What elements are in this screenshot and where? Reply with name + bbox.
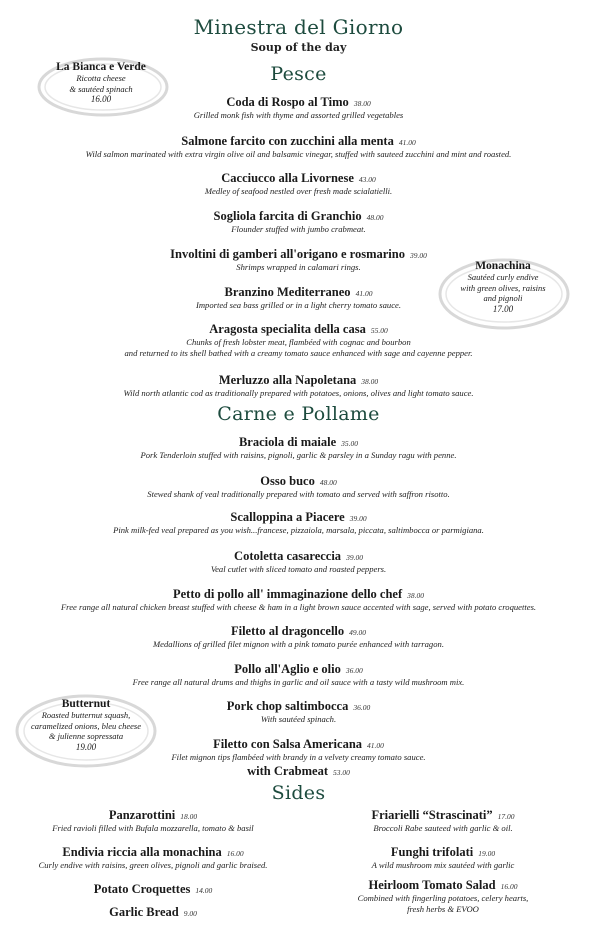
menu-item [0,431,597,461]
dish-price: 41.00 [398,138,416,147]
special-monachina-line2: with green olives, raisins [460,282,546,293]
dish-price: 14.00 [195,886,213,895]
dish-description: Shrimps wrapped in calamari rings. [236,262,361,272]
dish-description: Veal cutlet with sliced tomato and roasted peppers. [210,564,387,574]
dish-price: 48.00 [366,213,384,222]
dish-description: Imported sea bass grilled or in a light cherry tomato sauce. [195,300,402,310]
dish-description: Free range all natural drums and thighs in garlic and oil sauce with a tasty wild mushroom mix. [132,677,465,687]
menu-item [0,167,597,197]
menu-item [0,470,597,500]
dish-name: Petto di pollo all' immaginazione dello chef [172,587,403,601]
menu-item [8,841,298,871]
special-butternut-line3: & julienne sopressata [48,731,124,741]
dish-name: Funghi trifolati [390,845,474,859]
dish-price: 38.00 [353,99,371,108]
dish-name: Friarielli “Strascinati” [371,808,493,822]
special-monachina-price: 17.00 [492,303,514,314]
dish-description: Medley of seafood nestled over fresh made scialatielli. [204,186,393,196]
soup-subtitle: Soup of the day [250,41,347,54]
dish-price: 36.00 [353,703,371,712]
dish-price: 18.00 [180,812,198,821]
dish-description: Combined with fingerling potatoes, celery hearts, [357,893,529,903]
section-title-sides: Sides [271,782,326,804]
dish-price: 35.00 [341,439,359,448]
dish-name: Garlic Bread [109,905,179,919]
dish-name: Involtini di gamberi all'origano e rosmarino [170,247,405,261]
menu-item [0,318,597,359]
dish-description: Fried ravioli filled with Bufala mozzarella, tomato & basil [52,823,254,833]
crabmeat-price: 53.00 [333,768,350,777]
dish-description: Free range all natural chicken breast stuffed with cheese & ham in a light brown sauce accented with sage, served with potato croquettes. [60,602,537,612]
dish-description: Pork Tenderloin stuffed with raisins, pignoli, garlic & parsley in a Sunday ragu with penne. [140,450,457,460]
special-monachina-name: Monachina [475,260,531,272]
dish-name: Potato Croquettes [93,882,191,896]
dish-name: Braciola di maiale [238,435,337,449]
dish-name: Scalloppina a Piacere [230,510,345,524]
dish-price: 39.00 [349,514,367,523]
dish-description: A wild mushroom mix sautéed with garlic [371,860,515,870]
dish-description: With sautéed spinach. [260,714,337,724]
dish-price: 43.00 [358,175,376,184]
menu-item [0,243,597,273]
dish-name: Cacciucco alla Livornese [221,171,354,185]
menu-item [0,369,597,399]
menu-item-crabmeat [0,760,597,779]
dish-price: 17.00 [497,812,515,821]
dish-name: Panzarottini [108,808,176,822]
dish-name: Salmone farcito con zucchini alla menta [181,134,394,148]
dish-price: 41.00 [355,289,373,298]
special-monachina-line1: Sautéed curly endive [467,272,539,282]
dish-description: Stewed shank of veal traditionally prepared with tomato and served with saffron risotto. [147,489,450,499]
menu-item [0,281,597,311]
dish-description: Wild north atlantic cod as traditionally prepared with potatoes, onions, olives and light tomato sauce. [123,388,474,398]
soup-title: Minestra del Giorno [193,15,404,39]
menu-item [0,658,597,688]
menu-item [298,841,588,871]
dish-name: Branzino Mediterraneo [224,285,351,299]
dish-description: Flounder stuffed with jumbo crabmeat. [231,224,366,234]
dish-description: Wild salmon marinated with extra virgin olive oil and balsamic vinegar, stuffed with sauteed zucchini and mint and roasted. [85,149,512,159]
dish-price: 38.00 [361,377,379,386]
section-title-carne: Carne e Pollame [217,403,380,425]
dish-price: 19.00 [478,849,496,858]
dish-price: 16.00 [226,849,244,858]
dish-description: fresh herbs & EVOO [407,904,479,914]
menu-item [8,901,298,920]
menu-item [0,130,597,160]
dish-description: Filet mignon tips flambéed with brandy in a velvety creamy tomato sauce. [171,752,426,762]
dish-name: Aragosta specialita della casa [209,322,366,336]
dish-description: Medallions of grilled filet mignon with a pink tomato purée enhanced with tarragon. [153,639,444,649]
special-bianca-line1: Ricotta cheese [76,73,126,83]
menu-item [0,620,597,650]
dish-description: Broccoli Rabe sauteed with garlic & oil. [373,823,513,833]
dish-price: 48.00 [319,478,337,487]
dish-name: Sogliola farcita di Granchio [213,209,362,223]
dish-name: Coda di Rospo al Timo [226,95,349,109]
dish-price: 38.00 [407,591,425,600]
special-butternut-line2: caramelized onions, bleu cheese [31,720,141,731]
crabmeat-name: with Crabmeat [247,764,328,778]
dish-name: Filetto al dragoncello [230,624,345,638]
menu-item [0,733,597,763]
menu-item [0,545,597,575]
special-bianca-name: La Bianca e Verde [56,61,146,73]
special-bianca-price: 16.00 [90,94,112,104]
special-butternut-price: 19.00 [75,741,97,752]
dish-description: Grilled monk fish with thyme and assorted grilled vegetables [193,110,404,120]
menu-item [8,878,298,897]
dish-price: 39.00 [346,553,363,562]
dish-name: Pork chop saltimbocca [226,699,349,713]
menu-item [298,804,588,834]
special-monachina-line3: and pignoli [483,293,523,303]
menu-item [0,205,597,235]
dish-price: 41.00 [367,741,384,750]
special-bianca-line2: & sautéed spinach [69,83,133,94]
dish-price: 49.00 [349,628,367,637]
dish-price: 16.00 [500,882,518,891]
menu-item [8,804,298,834]
dish-description: Curly endive with raisins, green olives, pignoli and garlic braised. [38,860,268,870]
dish-name: Filetto con Salsa Americana [213,737,363,751]
menu-item [298,874,588,915]
dish-name: Endivia riccia alla monachina [62,845,222,859]
special-butternut-line1: Roasted butternut squash, [41,710,131,720]
section-title-pesce: Pesce [270,63,327,85]
dish-name: Cotoletta casareccia [234,549,342,563]
dish-name: Merluzzo alla Napoletana [218,373,357,387]
dish-description: Chunks of fresh lobster meat, flambéed with cognac and bourbon [186,337,411,347]
menu-item [0,695,597,725]
dish-name: Pollo all'Aglio e olio [234,662,341,676]
dish-price: 55.00 [370,326,388,335]
dish-description: and returned to its shell bathed with a creamy tomato sauce enhanced with sage and cayenne pepper. [124,348,473,358]
menu-item [0,583,597,613]
menu-item [0,91,597,121]
dish-name: Osso buco [260,474,315,488]
dish-description: Pink milk-fed veal prepared as you wish...francese, pizzaiola, marsala, piccata, saltimbocca or parmigiana. [113,525,484,535]
dish-price: 39.00 [409,251,427,260]
dish-price: 36.00 [345,666,363,675]
menu-item [0,506,597,536]
dish-price: 9.00 [183,909,197,918]
special-butternut-name: Butternut [61,698,111,710]
dish-name: Heirloom Tomato Salad [368,878,496,892]
